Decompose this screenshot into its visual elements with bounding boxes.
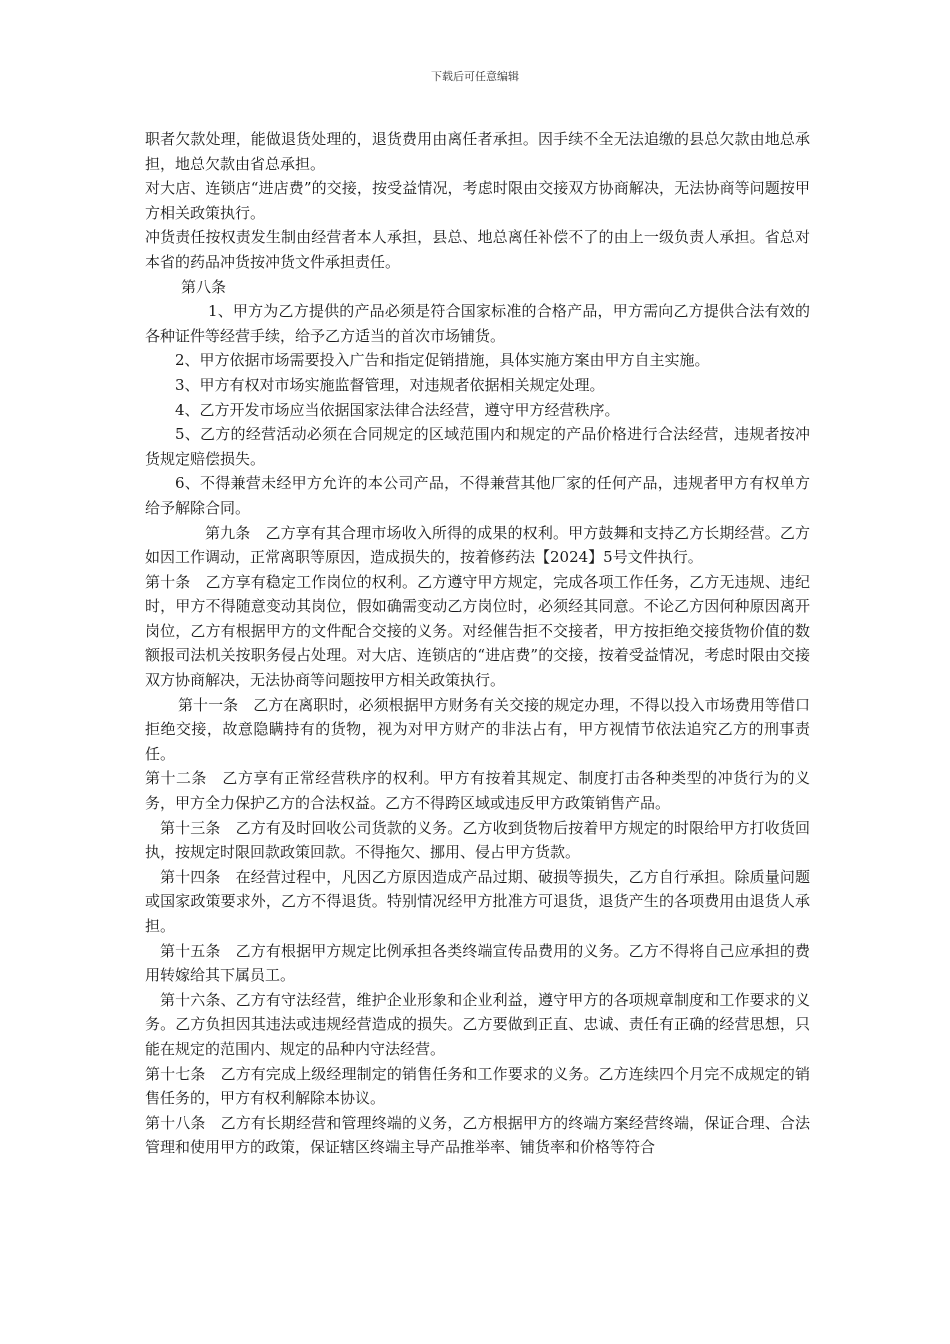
page-header: 下载后可任意编辑 xyxy=(431,70,519,83)
paragraph: 第十四条 在经营过程中，凡因乙方原因造成产品过期、破损等损失，乙方自行承担。除质量问题或国家政策要求外，乙方不得退货。特别情况经甲方批准方可退货，退货产生的各项费用由退货人承担。 xyxy=(145,867,810,935)
paragraph: 第十三条 乙方有及时回收公司货款的义务。乙方收到货物后按着甲方规定的时限给甲方打收货回执，按规定时限回款政策回款。不得拖欠、挪用、侵占甲方货款。 xyxy=(145,818,810,862)
paragraph: 第十六条、乙方有守法经营，维护企业形象和企业利益，遵守甲方的各项规章制度和工作要求的义务。乙方负担因其违法或违规经营造成的损失。乙方要做到正直、忠诚、责任有正确的经营思想，只能在规定的范围内、规定的品种内守法经营。 xyxy=(145,990,810,1058)
paragraph: 6、不得兼营未经甲方允许的本公司产品，不得兼营其他厂家的任何产品，违规者甲方有权单方给予解除合同。 xyxy=(145,474,810,517)
paragraph: 第九条 乙方享有其合理市场收入所得的成果的权利。甲方鼓舞和支持乙方长期经营。乙方如因工作调动，正常离职等原因，造成损失的，按着修药法【2024】5号文件执行。 xyxy=(145,523,810,567)
paragraph: 4、乙方开发市场应当依据国家法律合法经营，遵守甲方经营秩序。 xyxy=(175,400,620,419)
paragraph: 职者欠款处理，能做退货处理的，退货费用由离任者承担。因手续不全无法追缴的县总欠款由地总承担，地总欠款由省总承担。 xyxy=(145,130,810,173)
paragraph: 第十条 乙方享有稳定工作岗位的权利。乙方遵守甲方规定，完成各项工作任务，乙方无违规、违纪时，甲方不得随意变动其岗位，假如确需变动乙方岗位时，必须经其同意。不论乙方因何种原因离开岗位，乙方有根据甲方的文件配合交接的义务。对经催告拒不交接者，甲方按拒绝交接货物价值的数额报司法机关按职务侵占处理。对大店、连锁店的“进店费”的交接，按着受益情况，考虑时限由交接双方协商解决，无法协商等问题按甲方相关政策执行。 xyxy=(145,572,810,690)
paragraph: 第十五条 乙方有根据甲方规定比例承担各类终端宣传品费用的义务。乙方不得将自己应承担的费用转嫁给其下属员工。 xyxy=(145,941,810,985)
paragraph: 5、乙方的经营活动必须在合同规定的区域范围内和规定的产品价格进行合法经营，违规者按冲货规定赔偿损失。 xyxy=(145,425,810,468)
paragraph: 第十七条 乙方有完成上级经理制定的销售任务和工作要求的义务。乙方连续四个月完不成规定的销售任务的，甲方有权利解除本协议。 xyxy=(145,1064,810,1108)
paragraph: 2、甲方依据市场需要投入广告和指定促销措施，具体实施方案由甲方自主实施。 xyxy=(175,351,710,370)
paragraph: 冲货责任按权责发生制由经营者本人承担，县总、地总离任补偿不了的由上一级负责人承担。省总对本省的药品冲货按冲货文件承担责任。 xyxy=(145,228,810,271)
paragraph: 第十二条 乙方享有正常经营秩序的权利。甲方有按着其规定、制度打击各种类型的冲货行为的义务，甲方全力保护乙方的合法权益。乙方不得跨区域或违反甲方政策销售产品。 xyxy=(145,769,810,813)
paragraph: 第十一条 乙方在离职时，必须根据甲方财务有关交接的规定办理，不得以投入市场费用等借口拒绝交接，故意隐瞒持有的货物，视为对甲方财产的非法占有，甲方视情节依法追究乙方的刑事责任。 xyxy=(145,695,810,763)
section-heading: 第八条 xyxy=(181,277,227,296)
paragraph: 对大店、连锁店“进店费”的交接，按受益情况，考虑时限由交接双方协商解决，无法协商等问题按甲方相关政策执行。 xyxy=(145,179,810,222)
paragraph: 1、甲方为乙方提供的产品必须是符合国家标准的合格产品，甲方需向乙方提供合法有效的各种证件等经营手续，给予乙方适当的首次市场铺货。 xyxy=(145,302,810,345)
paragraph: 3、甲方有权对市场实施监督管理，对违规者依据相关规定处理。 xyxy=(175,375,605,394)
paragraph: 第十八条 乙方有长期经营和管理终端的义务，乙方根据甲方的终端方案经营终端，保证合理、合法管理和使用甲方的政策，保证辖区终端主导产品推举率、铺货率和价格等符合 xyxy=(145,1113,810,1157)
document-body xyxy=(145,127,810,1160)
